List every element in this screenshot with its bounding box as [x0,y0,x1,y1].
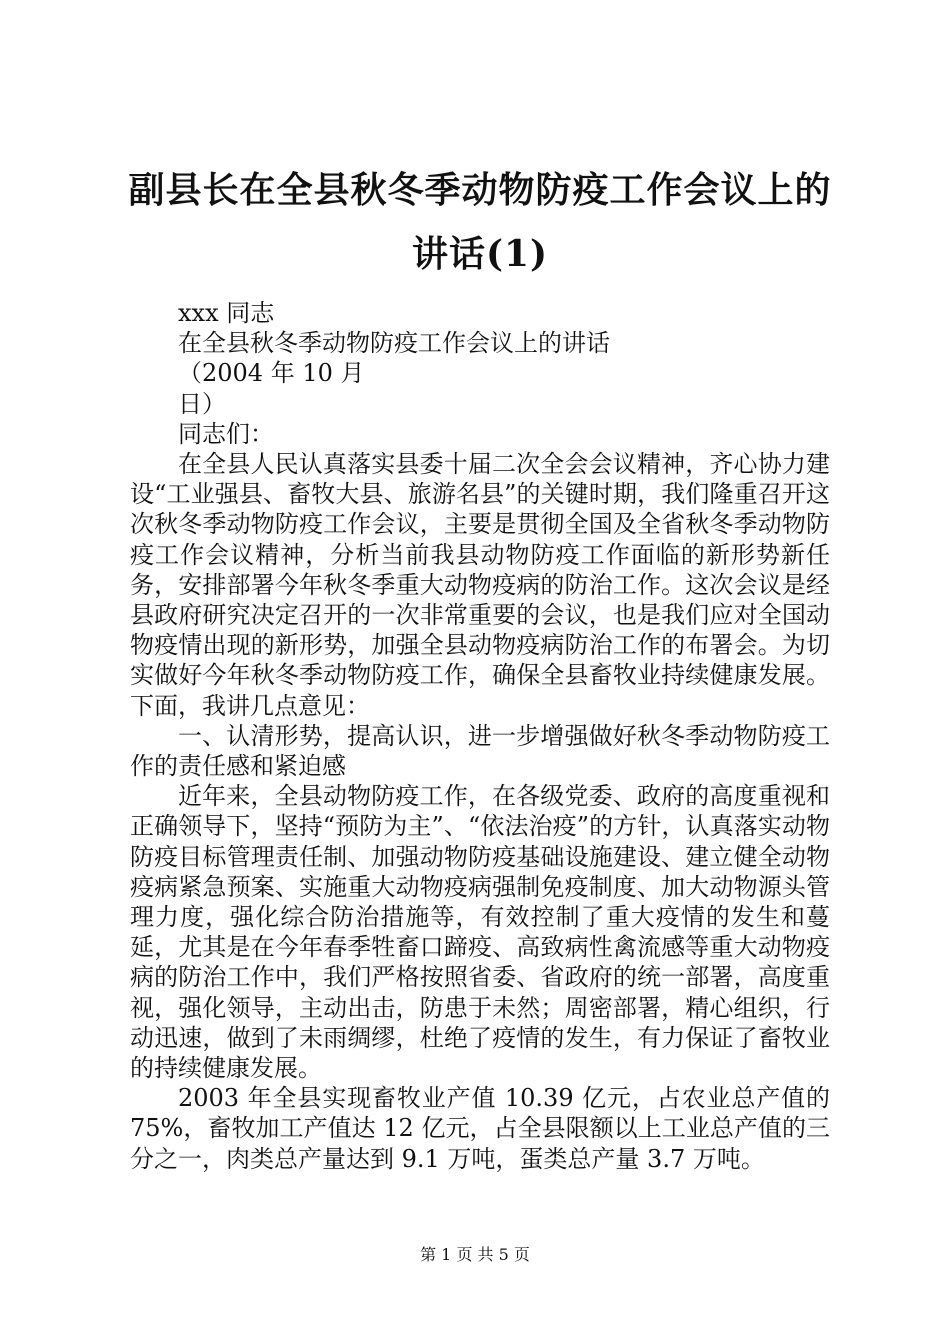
paragraph-intro: 在全县人民认真落实县委十届二次全会会议精神，齐心协力建设“工业强县、畜牧大县、旅游名县”的关键时期，我们隆重召开这次秋冬季动物防疫工作会议，主要是贯彻全国及全省秋冬季动物防疫工作会议精神，分析当前我县动物防疫工作面临的新形势新任务，安排部署今年秋冬季重大动物疫病的防治工作。这次会议是经县政府研究决定召开的一次非常重要的会议，也是我们应对全国动物疫情出现的新形势，加强全县动物疫病防治工作的布署会。为切实做好今年秋冬季动物防疫工作，确保全县畜牧业持续健康发展。下面，我讲几点意见： [130,450,830,720]
date-line-2: 日） [178,389,226,418]
speech-subtitle: 在全县秋冬季动物防疫工作会议上的讲话 [178,329,610,358]
paragraph-2003-stats: 2003 年全县实现畜牧业产值 10.39 亿元，占农业总产值的 75%，畜牧加工产值达 12 亿元，占全县限额以上工业总产值的三分之一，肉类总产量达到 9.1 万吨，蛋类总产量 3.7 万吨。 [130,1084,830,1173]
paragraph-recent-years: 近年来，全县动物防疫工作，在各级党委、政府的高度重视和正确领导下，坚持“预防为主”、“依法治疫”的方针，认真落实动物防疫目标管理责任制、加强动物防疫基础设施建设、建立健全动物疫病紧急预案、实施重大动物疫病强制免疫制度、加大动物源头管理力度，强化综合防治措施等，有效控制了重大疫情的发生和蔓延，尤其是在今年春季牲畜口蹄疫、高致病性禽流感等重大动物疫病的防治工作中，我们严格按照省委、省政府的统一部署，高度重视，强化领导，主动出击，防患于未然；周密部署，精心组织，行动迅速，做到了未雨绸缪，杜绝了疫情的发生，有力保证了畜牧业的持续健康发展。 [130,782,830,1083]
addressee: xxx 同志 [178,299,275,327]
salutation: 同志们： [178,419,274,448]
date-line-1: （2004 年 10 月 [178,359,365,388]
document-body [130,298,830,1174]
document-title: 副县长在全县秋冬季动物防疫工作会议上的讲话(1) [128,169,832,275]
page-footer: 第 1 页 共 5 页 [420,1245,530,1264]
section-heading-1: 一、认清形势，提高认识，进一步增强做好秋冬季动物防疫工作的责任感和紧迫感 [130,721,830,781]
